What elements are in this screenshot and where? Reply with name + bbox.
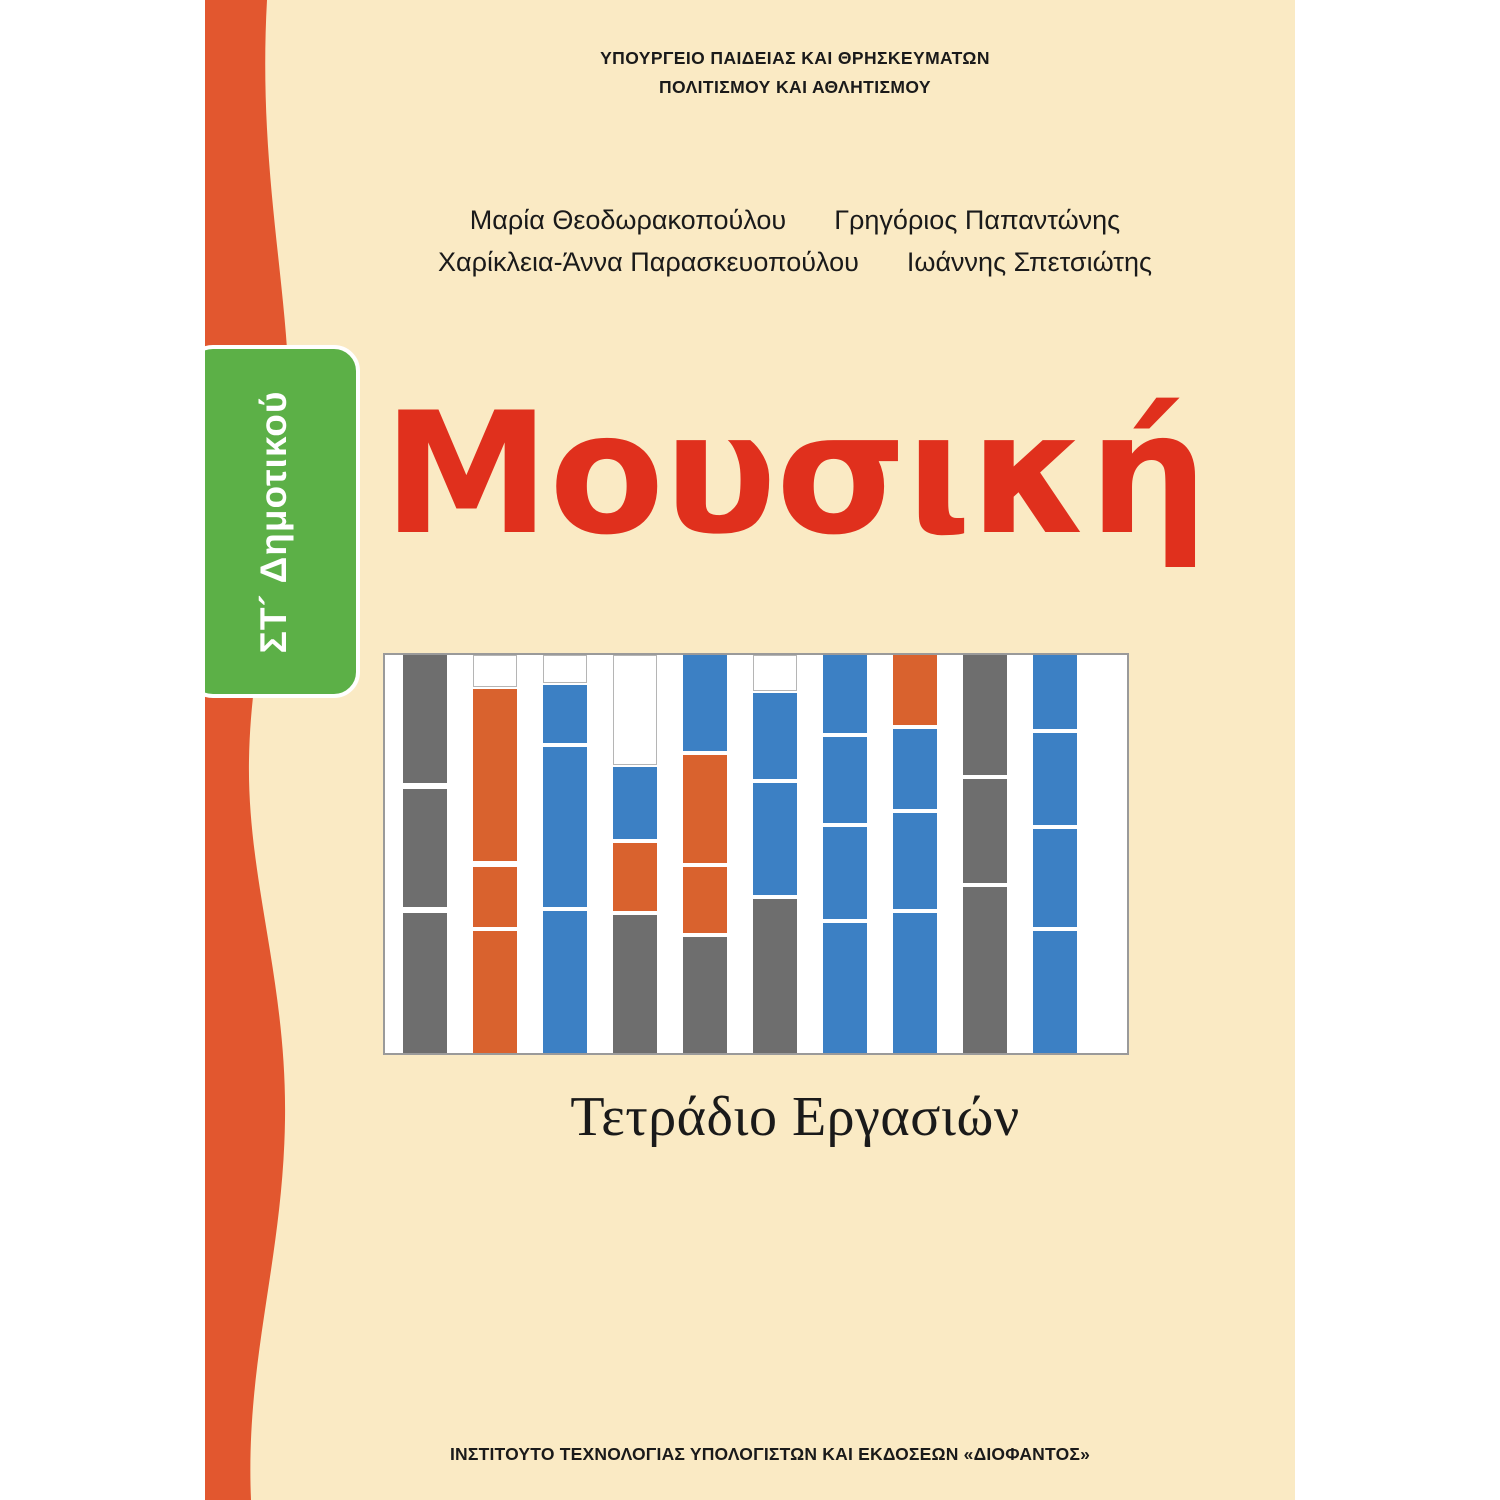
ministry-line-2: ΠΟΛΙΤΙΣΜΟΥ ΚΑΙ ΑΘΛΗΤΙΣΜΟΥ bbox=[658, 76, 931, 97]
score-bar bbox=[683, 655, 727, 1053]
score-bar-segment bbox=[893, 655, 937, 725]
score-bar bbox=[403, 655, 447, 1053]
score-bar-segment bbox=[683, 937, 727, 1053]
score-bar bbox=[613, 655, 657, 1053]
score-bar-segment bbox=[753, 655, 797, 691]
score-bar-segment bbox=[543, 655, 587, 683]
score-bar-segment bbox=[403, 655, 447, 783]
score-bar-segment bbox=[893, 813, 937, 909]
authors-row-2 bbox=[355, 242, 1235, 284]
score-bar bbox=[543, 655, 587, 1053]
score-bar-segment bbox=[543, 911, 587, 1053]
score-bar-segment bbox=[823, 737, 867, 823]
score-bar-segment bbox=[543, 685, 587, 743]
book-cover bbox=[205, 0, 1295, 1500]
score-bar-segment bbox=[1033, 931, 1077, 1053]
authors-block bbox=[355, 200, 1235, 284]
author-2: Γρηγόριος Παπαντώνης bbox=[834, 205, 1121, 235]
score-bar bbox=[1033, 655, 1077, 1053]
score-bar-segment bbox=[963, 655, 1007, 775]
score-bar-segment bbox=[893, 913, 937, 1053]
score-bar-segment bbox=[753, 783, 797, 895]
cover-illustration bbox=[383, 653, 1129, 1055]
score-bar-segment bbox=[823, 655, 867, 733]
ministry-line-1: ΥΠΟΥΡΓΕΙΟ ΠΑΙΔΕΙΑΣ ΚΑΙ ΘΡΗΣΚΕΥΜΑΤΩΝ bbox=[600, 48, 990, 68]
score-bar bbox=[823, 655, 867, 1053]
authors-row-1 bbox=[355, 200, 1235, 242]
score-bar bbox=[893, 655, 937, 1053]
score-bar bbox=[963, 655, 1007, 1053]
score-bar-segment bbox=[683, 655, 727, 751]
score-bar-segment bbox=[1033, 829, 1077, 927]
score-bar-segment bbox=[1033, 655, 1077, 729]
author-4: Ιωάννης Σπετσιώτης bbox=[906, 246, 1152, 277]
score-bar-segment bbox=[823, 827, 867, 919]
score-bar bbox=[753, 655, 797, 1053]
book-title: Μουσική bbox=[382, 376, 1208, 572]
score-bar-segment bbox=[963, 887, 1007, 1053]
publisher-line: ΙΝΣΤΙΤΟΥΤΟ ΤΕΧΝΟΛΟΓΙΑΣ ΥΠΟΛΟΓΙΣΤΩΝ ΚΑΙ ΕΚΔΟΣΕΩΝ «ΔΙΟΦΑΝΤΟΣ» bbox=[449, 1444, 1091, 1464]
book-subtitle: Τετράδιο Εργασιών bbox=[570, 1086, 1020, 1148]
score-bar-segment bbox=[1033, 733, 1077, 825]
score-bar-segment bbox=[473, 655, 517, 687]
score-bar-segment bbox=[613, 843, 657, 911]
score-bar-segment bbox=[613, 767, 657, 839]
grade-tab-label: ΣΤ´ Δημοτικού bbox=[252, 390, 294, 653]
score-bar-segment bbox=[823, 923, 867, 1053]
score-bar-segment bbox=[683, 755, 727, 863]
score-bar-segment bbox=[403, 913, 447, 1053]
ministry-heading bbox=[355, 44, 1235, 102]
score-bar-segment bbox=[613, 915, 657, 1053]
score-bar-segment bbox=[753, 693, 797, 779]
score-bar-segment bbox=[963, 779, 1007, 883]
score-bar-segment bbox=[473, 931, 517, 1053]
score-bar-segment bbox=[543, 747, 587, 907]
score-bar-segment bbox=[683, 867, 727, 933]
author-1: Μαρία Θεοδωρακοπούλου bbox=[469, 205, 787, 235]
score-bar bbox=[473, 655, 517, 1053]
author-3: Χαρίκλεια-Άννα Παρασκευοπούλου bbox=[438, 246, 859, 277]
score-bar-segment bbox=[403, 789, 447, 907]
score-bar-segment bbox=[473, 867, 517, 927]
spine-band bbox=[205, 0, 325, 1500]
grade-tab bbox=[205, 345, 360, 698]
score-bar-segment bbox=[893, 729, 937, 809]
score-bar-segment bbox=[753, 899, 797, 1053]
score-bar-segment bbox=[613, 655, 657, 765]
score-bar-segment bbox=[473, 689, 517, 861]
